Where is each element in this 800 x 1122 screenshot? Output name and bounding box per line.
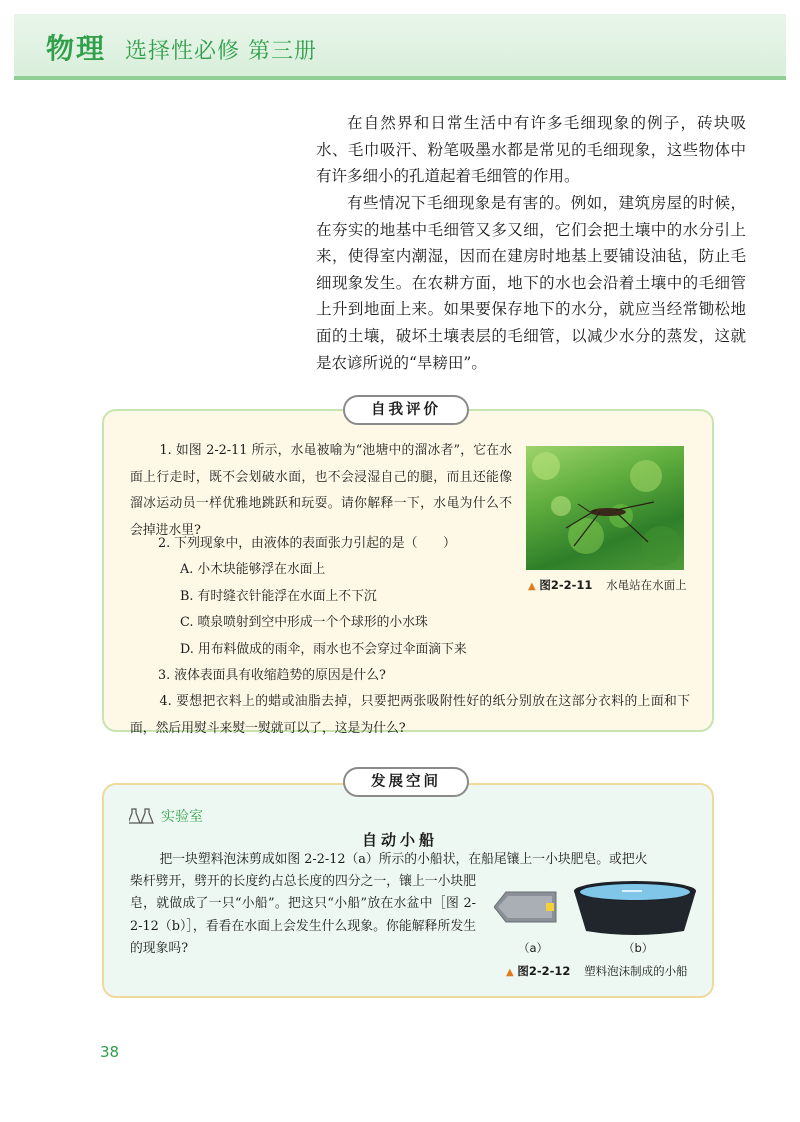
lab-section-label: 实验室 (161, 809, 203, 825)
experiment-text-line1: 把一块塑料泡沫剪成如图 2-2-12（a）所示的小船状，在船尾镶上一小块肥皂。或把火 (159, 852, 648, 867)
water-basin-illustration (570, 877, 700, 939)
figure-2-2-12-label-a: （a） (518, 941, 549, 955)
triangle-marker-icon: ▲ (528, 581, 536, 592)
question-2: 2. 下列现象中，由液体的表面张力引起的是（ ） (158, 536, 456, 551)
subject-title: 物理 (46, 32, 107, 65)
question-1: 1. 如图 2-2-11 所示，水黾被喻为“池塘中的溜冰者”，它在水面上行走时，既不会划破水面，也不会浸湿自己的腿，而且还能像溜冰运动员一样优雅地跳跃和玩耍。请你解释一下，水黾为什么不会掉进水里? (130, 443, 512, 538)
figure-2-2-11-caption: ▲ 图2-2-11 水黾站在水面上 (528, 578, 687, 592)
self-eval-title: 自我评价 (343, 395, 469, 425)
option-d: D. 用布料做成的雨伞，雨水也不会穿过伞面滴下来 (180, 642, 467, 657)
figure-2-2-12-caption: ▲ 图2-2-12 塑料泡沫制成的小船 (506, 964, 688, 978)
paragraph-capillary-harmful: 有些情况下毛细现象是有害的。例如，建筑房屋的时候，在夯实的地基中毛细管又多又细，它们会把土壤中的水分引上来，使得室内潮湿，因而在建房时地基上要铺设油毡，防止毛细现象发生。在农耕方面，地下的水也会沿着土壤中的毛细管上升到地面上来。如果要保存地下的水分，就应当经常锄松地面的土壤，破坏土壤表层的毛细管，以减少水分的蒸发，这就是农谚所说的“旱耪田”。 (316, 194, 746, 372)
option-c: C. 喷泉喷射到空中形成一个个球形的小水珠 (180, 615, 428, 630)
flask-icon (129, 808, 157, 824)
experiment-text-rest: 柴杆劈开，劈开的长度约占总长度的四分之一，镶上一小块肥皂，就做成了一只“小船”。把这只“小船”放在水盆中［图 2-2-12（b）］，看看在水面上会发生什么现象。你能解释所发生的现象吗? (130, 874, 476, 957)
figure-2-2-12-label-b: （b） (623, 941, 654, 955)
water-strider-illustration (526, 446, 684, 570)
header-rule (14, 76, 786, 80)
question-3: 3. 液体表面具有收缩趋势的原因是什么? (158, 668, 386, 683)
book-title: 选择性必修 第三册 (125, 39, 317, 64)
option-a: A. 小木块能够浮在水面上 (180, 562, 326, 577)
page-number: 38 (100, 1043, 120, 1061)
water-strider-photo (526, 446, 684, 570)
option-b: B. 有时缝衣针能浮在水面上不下沉 (180, 589, 377, 604)
question-4: 4. 要想把衣料上的蜡或油脂去掉，只要把两张吸附性好的纸分别放在这部分衣料的上面和下面，然后用熨斗来熨一熨就可以了，这是为什么? (130, 694, 690, 736)
development-title: 发展空间 (343, 767, 469, 797)
paragraph-capillary-examples: 在自然界和日常生活中有许多毛细现象的例子，砖块吸水、毛巾吸汗、粉笔吸墨水都是常见的毛细现象，这些物体中有许多细小的孔道起着毛细管的作用。 (316, 114, 746, 186)
foam-boat-illustration (494, 890, 566, 926)
triangle-marker-icon: ▲ (506, 967, 514, 978)
experiment-title: 自动小船 (361, 831, 438, 849)
